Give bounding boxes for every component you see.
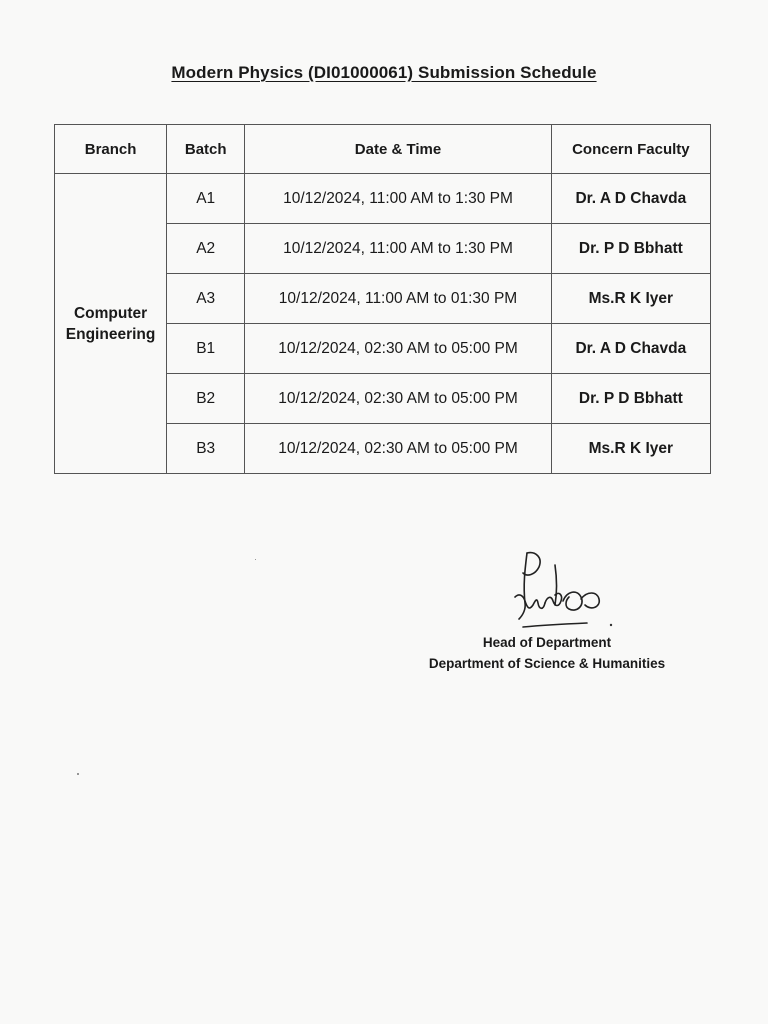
- batch-cell: A2: [167, 224, 245, 274]
- batch-cell: A3: [167, 274, 245, 324]
- faculty-cell: Ms.R K Iyer: [551, 274, 710, 324]
- branch-cell: Computer Engineering: [55, 174, 167, 474]
- signature-block: [392, 632, 702, 674]
- faculty-cell: Dr. A D Chavda: [551, 324, 710, 374]
- table-header-row: [55, 125, 711, 174]
- header-concern-faculty: Concern Faculty: [551, 125, 710, 174]
- date-time-cell: 10/12/2024, 11:00 AM to 1:30 PM: [245, 174, 551, 224]
- date-time-cell: 10/12/2024, 02:30 AM to 05:00 PM: [245, 374, 551, 424]
- designation-label: Head of Department: [482, 635, 612, 650]
- header-date-time: Date & Time: [245, 125, 551, 174]
- date-time-cell: 10/12/2024, 11:00 AM to 01:30 PM: [245, 274, 551, 324]
- faculty-cell: Dr. A D Chavda: [551, 174, 710, 224]
- batch-cell: B3: [167, 424, 245, 474]
- table-row: [55, 174, 711, 224]
- schedule-table: [54, 124, 711, 474]
- batch-cell: A1: [167, 174, 245, 224]
- date-time-cell: 10/12/2024, 02:30 AM to 05:00 PM: [245, 324, 551, 374]
- department-label: Department of Science & Humanities: [428, 656, 666, 671]
- document-title: Modern Physics (DI01000061) Submission Schedule: [171, 63, 597, 82]
- batch-cell: B2: [167, 374, 245, 424]
- faculty-cell: Dr. P D Bbhatt: [551, 374, 710, 424]
- date-time-cell: 10/12/2024, 11:00 AM to 1:30 PM: [245, 224, 551, 274]
- batch-cell: B1: [167, 324, 245, 374]
- header-branch: Branch: [55, 125, 167, 174]
- date-time-cell: 10/12/2024, 02:30 AM to 05:00 PM: [245, 424, 551, 474]
- handwritten-signature: [505, 545, 615, 635]
- header-batch: Batch: [167, 125, 245, 174]
- faculty-cell: Dr. P D Bbhatt: [551, 224, 710, 274]
- scan-speck: [77, 773, 79, 775]
- scan-speck: [255, 559, 256, 560]
- faculty-cell: Ms.R K Iyer: [551, 424, 710, 474]
